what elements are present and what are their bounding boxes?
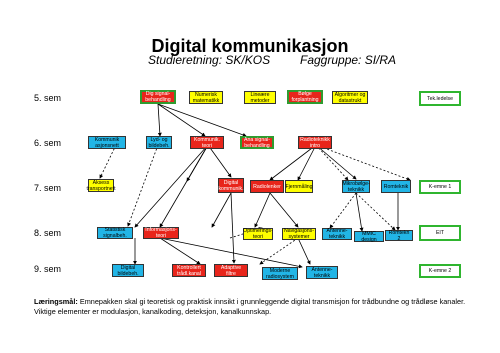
course-antenneteknikk-2: Antenne- teknikk bbox=[306, 266, 338, 279]
semester-8-label: 8. sem bbox=[34, 228, 62, 238]
side-label-k-emne-2: K-emne 2 bbox=[419, 264, 461, 278]
course-kontrollert-kanal: Kontrollert trådl.kanal bbox=[172, 264, 206, 277]
course-optimeringsteori: Optimerings- teori bbox=[243, 228, 273, 240]
course-romteknikk: Romteknik bbox=[381, 180, 411, 193]
course-dig-signalbehandling: Dig signal- behandling bbox=[140, 90, 176, 104]
side-label-tek-ledelse: Tek.ledelse bbox=[419, 91, 461, 106]
semester-7-label: 7. sem bbox=[34, 183, 62, 193]
course-informasjonsteori: Informasjons- teori bbox=[143, 227, 179, 239]
course-kommunikasjonsteori: Kommunik. teori bbox=[190, 136, 224, 149]
course-mmic-design: MMIC design bbox=[354, 231, 384, 242]
course-statistisk-signalbehandling: Statistisk signalbeh. bbox=[97, 227, 133, 239]
course-fjernmaaling: Fjernmåling bbox=[285, 180, 313, 193]
course-kommunikasjonsnett: Kommunik asjonsnett bbox=[88, 136, 126, 149]
course-digital-kommunikasjon: Digital kommunik. bbox=[218, 179, 244, 192]
semester-9-label: 9. sem bbox=[34, 264, 62, 274]
side-label-k-emne-1: K-emne 1 bbox=[419, 180, 461, 194]
learning-goal-label: Læringsmål: bbox=[34, 297, 78, 306]
course-digital-bildebehandling: Digital bildebeh. bbox=[112, 264, 144, 277]
course-radioteknikk: Radioteknikk intro bbox=[298, 136, 332, 149]
course-algoritmer: Algoritmer og datastrukt bbox=[332, 91, 368, 104]
semester-5-label: 5. sem bbox=[34, 93, 62, 103]
course-adaptive-filtre: Adaptive filtre bbox=[214, 264, 248, 277]
learning-goal-text: Emnepakken skal gi teoretisk og praktisk innsikt i grunnleggende digital transmisjon for trådbundne og trådløse kanaler. Viktige elementer er modulasjon, kanalkoding, deteksjon, kanalkunnskap. bbox=[34, 297, 466, 316]
course-antenneteknikk: Antenne- teknikk bbox=[322, 228, 352, 240]
course-aksess-transportnett: Aksess transportnett bbox=[86, 179, 116, 192]
subject-group: Faggruppe: SI/RA bbox=[300, 53, 397, 67]
page-title: Digital kommunikasjon bbox=[151, 36, 349, 56]
course-lyd-bilde: Lyd- og bildebeh. bbox=[146, 136, 172, 149]
semester-6-label: 6. sem bbox=[34, 138, 62, 148]
course-romteknikk-2: Romtekn 2 bbox=[385, 230, 413, 241]
course-navigasjonssystemer: Navigasjons- systemer bbox=[284, 228, 314, 240]
study-direction: Studieretning: SK/KOS bbox=[148, 53, 271, 67]
course-numerisk-matematikk: Numerisk matematikk bbox=[189, 91, 223, 104]
course-mikroboelge: Mikrobølge- teknikk bbox=[342, 180, 370, 193]
course-moderne-radiosystem: Moderne radiosystem bbox=[262, 267, 298, 280]
course-boelge-forplantning: Bølge forplantning bbox=[287, 90, 323, 104]
course-radiolenker: Radiolenker bbox=[250, 180, 284, 193]
course-lineaere-metoder: Lineære metoder bbox=[244, 91, 276, 104]
learning-goal bbox=[34, 297, 474, 317]
side-label-eit: EIT bbox=[419, 225, 461, 241]
course-ana-signalbehandling: Ana signal- behandling bbox=[240, 136, 274, 149]
